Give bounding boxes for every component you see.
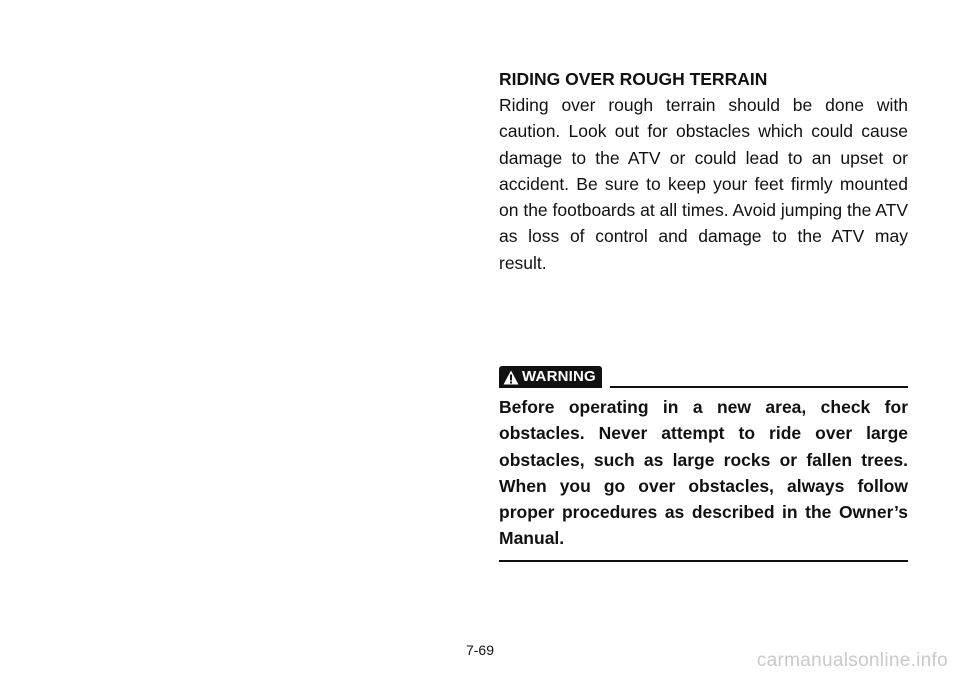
page-number: 7-69: [465, 642, 495, 658]
warning-header: [499, 366, 908, 388]
section-heading: RIDING OVER ROUGH TERRAIN: [499, 69, 768, 89]
warning-badge: [499, 366, 602, 388]
watermark: carmanualsonline.info: [756, 650, 948, 671]
section-body: Riding over rough terrain should be done with caution. Look out for obstacles which could cause damage to the ATV or could lead to an upset or accident. Be sure to keep your feet firmly mounted on the footboards at all times. Avoid jumping the ATV as loss of control and damage to the ATV may result.: [499, 95, 908, 273]
warning-bottom-rule: [499, 560, 908, 562]
warning-triangle-icon: [503, 370, 519, 385]
warning-top-rule: [610, 386, 908, 388]
warning-block: [499, 366, 908, 562]
warning-text: Before operating in a new area, check for obstacles. Never attempt to ride over large obstacles, such as large rocks or fallen trees. When you go over obstacles, always follow proper procedures as described in the Owner’s Manual.: [499, 397, 908, 549]
content-column: [499, 66, 908, 276]
warning-label: WARNING: [522, 368, 596, 385]
